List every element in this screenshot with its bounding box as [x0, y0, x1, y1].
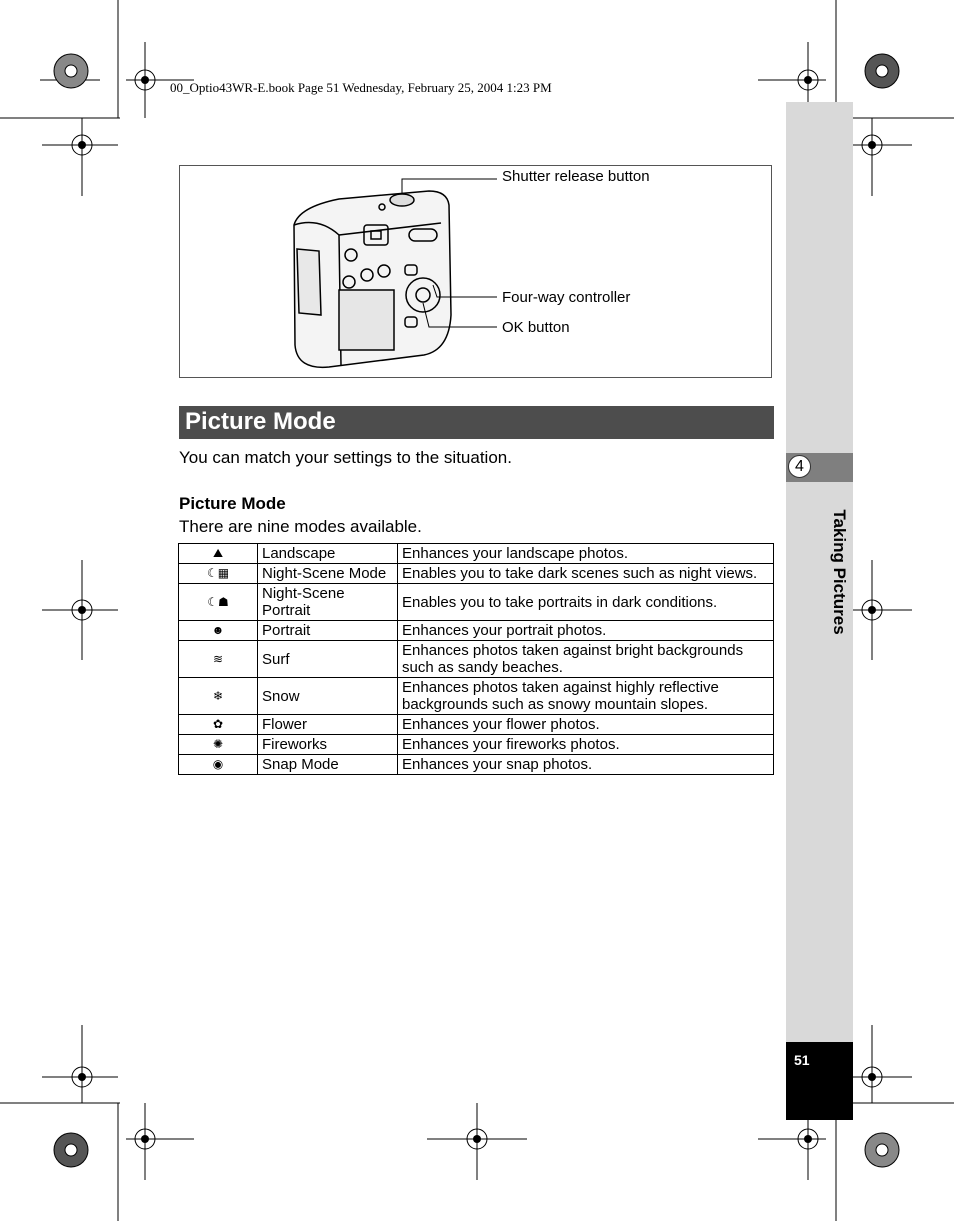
fireworks-icon: ✺	[179, 735, 258, 755]
mode-description: Enhances your fireworks photos.	[398, 735, 774, 755]
callout-ok-button: OK button	[502, 319, 570, 336]
camera-illustration	[179, 165, 772, 378]
table-row	[179, 584, 774, 621]
table-row	[179, 564, 774, 584]
snap-mode-icon: ◉	[179, 755, 258, 775]
mode-description: Enhances your flower photos.	[398, 715, 774, 735]
mode-description: Enables you to take portraits in dark conditions.	[398, 584, 774, 621]
print-header-line: 00_Optio43WR-E.book Page 51 Wednesday, February 25, 2004 1:23 PM	[170, 80, 552, 95]
table-row	[179, 715, 774, 735]
intro-text: You can match your settings to the situation.	[179, 448, 512, 467]
mode-description: Enables you to take dark scenes such as night views.	[398, 564, 774, 584]
mode-description: Enhances your snap photos.	[398, 755, 774, 775]
chapter-number: 4	[788, 455, 811, 478]
snow-icon: ❄	[179, 678, 258, 715]
portrait-icon: ☻	[179, 621, 258, 641]
mode-name: Snap Mode	[258, 755, 398, 775]
night-scene-icon: ☾▦	[179, 564, 258, 584]
mode-name: Snow	[258, 678, 398, 715]
subheading: Picture Mode	[179, 494, 286, 513]
table-row	[179, 735, 774, 755]
mode-description: Enhances your portrait photos.	[398, 621, 774, 641]
mode-name: Surf	[258, 641, 398, 678]
table-row	[179, 621, 774, 641]
mode-description: Enhances photos taken against highly reflective backgrounds such as snowy mountain slopes.	[398, 678, 774, 715]
table-row	[179, 678, 774, 715]
page-number: 51	[794, 1052, 810, 1068]
section-title: Picture Mode	[185, 408, 336, 435]
picture-mode-table	[178, 543, 774, 775]
surf-icon: ≋	[179, 641, 258, 678]
mode-name: Fireworks	[258, 735, 398, 755]
table-row	[179, 755, 774, 775]
callout-four-way-controller: Four-way controller	[502, 289, 631, 306]
table-row	[179, 544, 774, 564]
mode-description: Enhances photos taken against bright backgrounds such as sandy beaches.	[398, 641, 774, 678]
mode-description: Enhances your landscape photos.	[398, 544, 774, 564]
table-row	[179, 641, 774, 678]
callout-shutter-release: Shutter release button	[502, 168, 650, 185]
mode-name: Flower	[258, 715, 398, 735]
subheading-text: There are nine modes available.	[179, 517, 422, 536]
mode-name: Portrait	[258, 621, 398, 641]
landscape-icon: ⛰	[179, 544, 258, 564]
mode-name: Night-Scene Mode	[258, 564, 398, 584]
mode-name: Night-Scene Portrait	[258, 584, 398, 621]
mode-name: Landscape	[258, 544, 398, 564]
flower-icon: ✿	[179, 715, 258, 735]
night-portrait-icon: ☾☗	[179, 584, 258, 621]
chapter-title: Taking Pictures	[830, 509, 849, 635]
